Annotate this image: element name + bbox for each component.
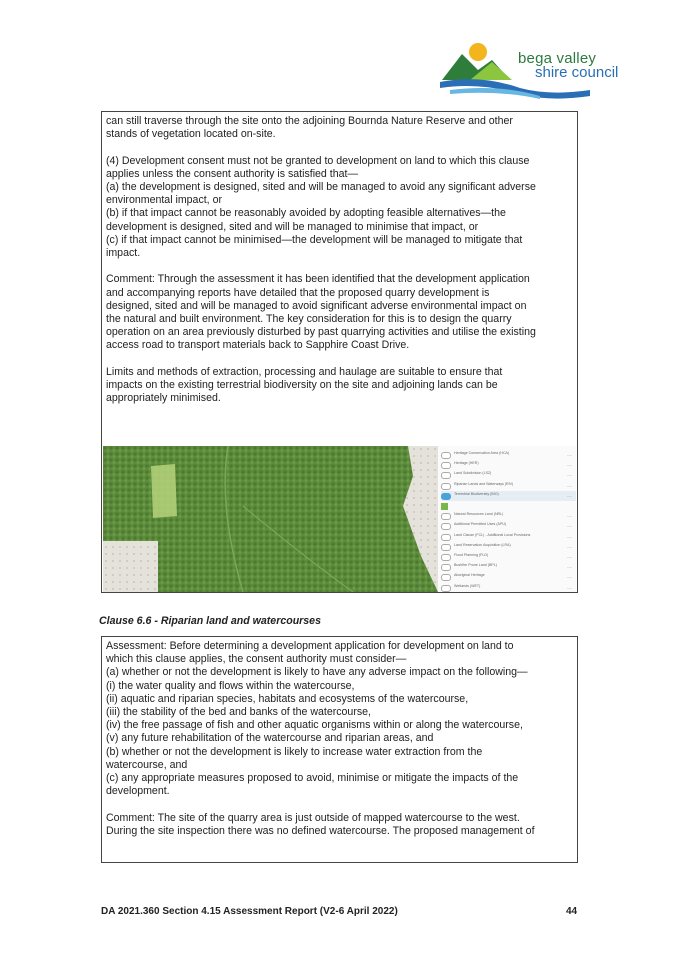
text-line — [106, 260, 573, 273]
text-line: Comment: The site of the quarry area is just outside of mapped watercourse to the west. — [106, 811, 520, 824]
text-line: stands of vegetation located on-site. — [106, 128, 276, 141]
toggle-icon[interactable] — [441, 493, 451, 500]
text-line: and accompanying reports have detailed that the proposed quarry development is — [106, 286, 490, 299]
legend-item[interactable] — [441, 470, 576, 480]
more-icon[interactable]: … — [567, 533, 572, 540]
zoning-map-image — [103, 446, 576, 592]
text-line: watercourse, and — [106, 758, 188, 771]
text-line — [106, 353, 573, 366]
text-line: (iv) the free passage of fish and other aquatic organisms within or along the watercourse, — [106, 719, 523, 732]
legend-label: Land Clause (FCL) - Additional Local Provisions — [454, 532, 531, 537]
text-line: Assessment: Before determining a development application for development on land to — [106, 640, 514, 652]
toggle-icon[interactable] — [441, 574, 451, 581]
text-line: (a) the development is designed, sited and will be managed to avoid any significant adverse — [106, 181, 536, 193]
toggle-icon[interactable] — [441, 452, 451, 459]
text-line: (a) whether or not the development is likely to have any adverse impact on the following— — [106, 666, 528, 679]
text-line: environmental impact, or — [106, 194, 222, 207]
text-line: (4) Development consent must not be granted to development on land to which this clause — [106, 154, 530, 167]
text-line: (b) if that impact cannot be reasonably avoided by adopting feasible alternatives—the — [106, 207, 506, 220]
legend-label: Bushfire Prone Land (BPL) — [454, 563, 497, 568]
text-line — [106, 141, 573, 154]
text-line: appropriately minimised. — [106, 392, 221, 405]
toggle-icon[interactable] — [441, 483, 451, 490]
legend-label: Land Subdivision (LSZ) — [454, 471, 492, 476]
legend-label: Additional Permitted Uses (APU) — [454, 522, 507, 527]
legend-item[interactable] — [441, 491, 576, 501]
assessment-box-lower — [101, 636, 578, 863]
more-icon[interactable]: … — [567, 554, 572, 560]
text-line: development. — [106, 785, 170, 798]
legend-item[interactable] — [441, 511, 576, 521]
text-line: (b) whether or not the development is likely to increase water extraction from the — [106, 745, 483, 758]
text-line: impacts on the existing terrestrial biodiversity on the site and adjoining lands can be — [106, 379, 498, 392]
toggle-icon[interactable] — [441, 472, 451, 479]
legend-label: Aboriginal Heritage — [454, 573, 485, 578]
legend-item[interactable] — [441, 481, 576, 491]
clause-heading: Clause 6.6 - Riparian land and watercourses — [99, 615, 321, 627]
more-icon[interactable]: … — [567, 523, 572, 530]
toggle-icon[interactable] — [441, 564, 451, 571]
legend-label: Heritage (HER) — [454, 461, 479, 466]
more-icon[interactable]: … — [567, 543, 572, 550]
legend-item[interactable] — [441, 450, 576, 460]
more-icon[interactable]: … — [567, 584, 572, 591]
toggle-icon[interactable] — [441, 523, 451, 530]
legend-item[interactable] — [441, 501, 576, 511]
text-line: (ii) aquatic and riparian species, habitats and ecosystems of the watercourse, — [106, 692, 469, 705]
text-line: Limits and methods of extraction, processing and haulage are suitable to ensure that — [106, 365, 503, 378]
more-icon[interactable]: … — [567, 513, 572, 520]
legend-label: Heritage Conservation Area (HCA) — [454, 451, 510, 455]
text-line: During the site inspection there was no defined watercourse. The proposed management of — [106, 824, 535, 837]
more-icon[interactable]: … — [567, 564, 572, 571]
text-line: impact. — [106, 247, 141, 260]
text-line: the natural and built environment. The key consideration for this is to design the quarry — [106, 313, 512, 326]
text-line: Comment: Through the assessment it has been identified that the development application — [106, 273, 530, 286]
text-line: can still traverse through the site onto the adjoining Bournda Nature Reserve and other — [106, 115, 513, 127]
legend-label: Terrestrial Biodiversity (BIO) — [454, 491, 499, 496]
toggle-icon[interactable] — [441, 534, 451, 541]
text-line: which this clause applies, the consent authority must consider— — [106, 653, 407, 666]
legend-label: Natural Resources Land (NRL) — [454, 512, 504, 517]
toggle-icon[interactable] — [441, 554, 451, 561]
logo-text-line2: shire council — [535, 64, 619, 81]
legend-item[interactable] — [441, 583, 576, 592]
toggle-icon[interactable] — [441, 513, 451, 520]
logo-sun — [469, 43, 487, 61]
legend-item[interactable] — [441, 532, 576, 542]
toggle-icon[interactable] — [441, 544, 451, 551]
more-icon[interactable]: … — [567, 452, 572, 458]
more-icon[interactable]: … — [567, 472, 572, 479]
legend-label: Land Reservation Acquisition (LRA) — [454, 542, 511, 547]
assessment-text-lower — [106, 640, 573, 838]
more-icon[interactable]: … — [567, 492, 572, 499]
legend-label: Riparian Lands and Waterways (RIV) — [454, 481, 514, 486]
toggle-icon[interactable] — [441, 585, 451, 592]
toggle-icon[interactable] — [441, 462, 451, 469]
text-line: (c) if that impact cannot be minimised—the development will be managed to mitigate that — [106, 233, 523, 246]
more-icon[interactable]: … — [567, 482, 572, 489]
logo-text-line1: bega valley — [518, 50, 597, 67]
more-icon[interactable]: … — [567, 574, 572, 581]
more-icon[interactable]: … — [567, 462, 572, 469]
legend-item[interactable] — [441, 552, 576, 562]
text-line: operation on an area previously disturbed by past quarrying activities and utilise the existing — [106, 326, 536, 339]
toggle-icon[interactable] — [441, 503, 448, 510]
footer-report-title: DA 2021.360 Section 4.15 Assessment Report (V2-6 April 2022) — [101, 906, 398, 917]
text-line: (iii) the stability of the bed and banks of the watercourse, — [106, 706, 371, 719]
legend-item[interactable] — [441, 542, 576, 552]
text-line: access road to transport materials back to Sapphire Coast Drive. — [106, 339, 410, 352]
text-line: (v) any future rehabilitation of the watercourse and riparian areas, and — [106, 732, 434, 745]
text-line: (c) any appropriate measures proposed to avoid, minimise or mitigate the impacts of the — [106, 772, 519, 785]
assessment-box-upper — [101, 111, 578, 593]
text-line — [106, 798, 573, 811]
text-line: (i) the water quality and flows within the watercourse, — [106, 679, 355, 692]
assessment-text-upper — [106, 115, 573, 405]
text-line: applies unless the consent authority is satisfied that— — [106, 167, 359, 180]
text-line: development is designed, sited and will be managed to minimise that impact, or — [106, 220, 479, 233]
cleared-area — [103, 541, 158, 592]
legend-label: Wetlands (WET) — [454, 583, 481, 588]
page-number: 44 — [566, 906, 578, 917]
legend-label: Flood Planning (FLD) — [454, 553, 489, 557]
legend-item[interactable] — [441, 521, 576, 531]
legend-item[interactable] — [441, 562, 576, 572]
legend-item[interactable] — [441, 460, 576, 470]
quarry-highlight — [151, 464, 177, 518]
legend-item[interactable] — [441, 572, 576, 582]
text-line: designed, sited and will be managed to avoid significant adverse environmental impact on — [106, 299, 527, 312]
